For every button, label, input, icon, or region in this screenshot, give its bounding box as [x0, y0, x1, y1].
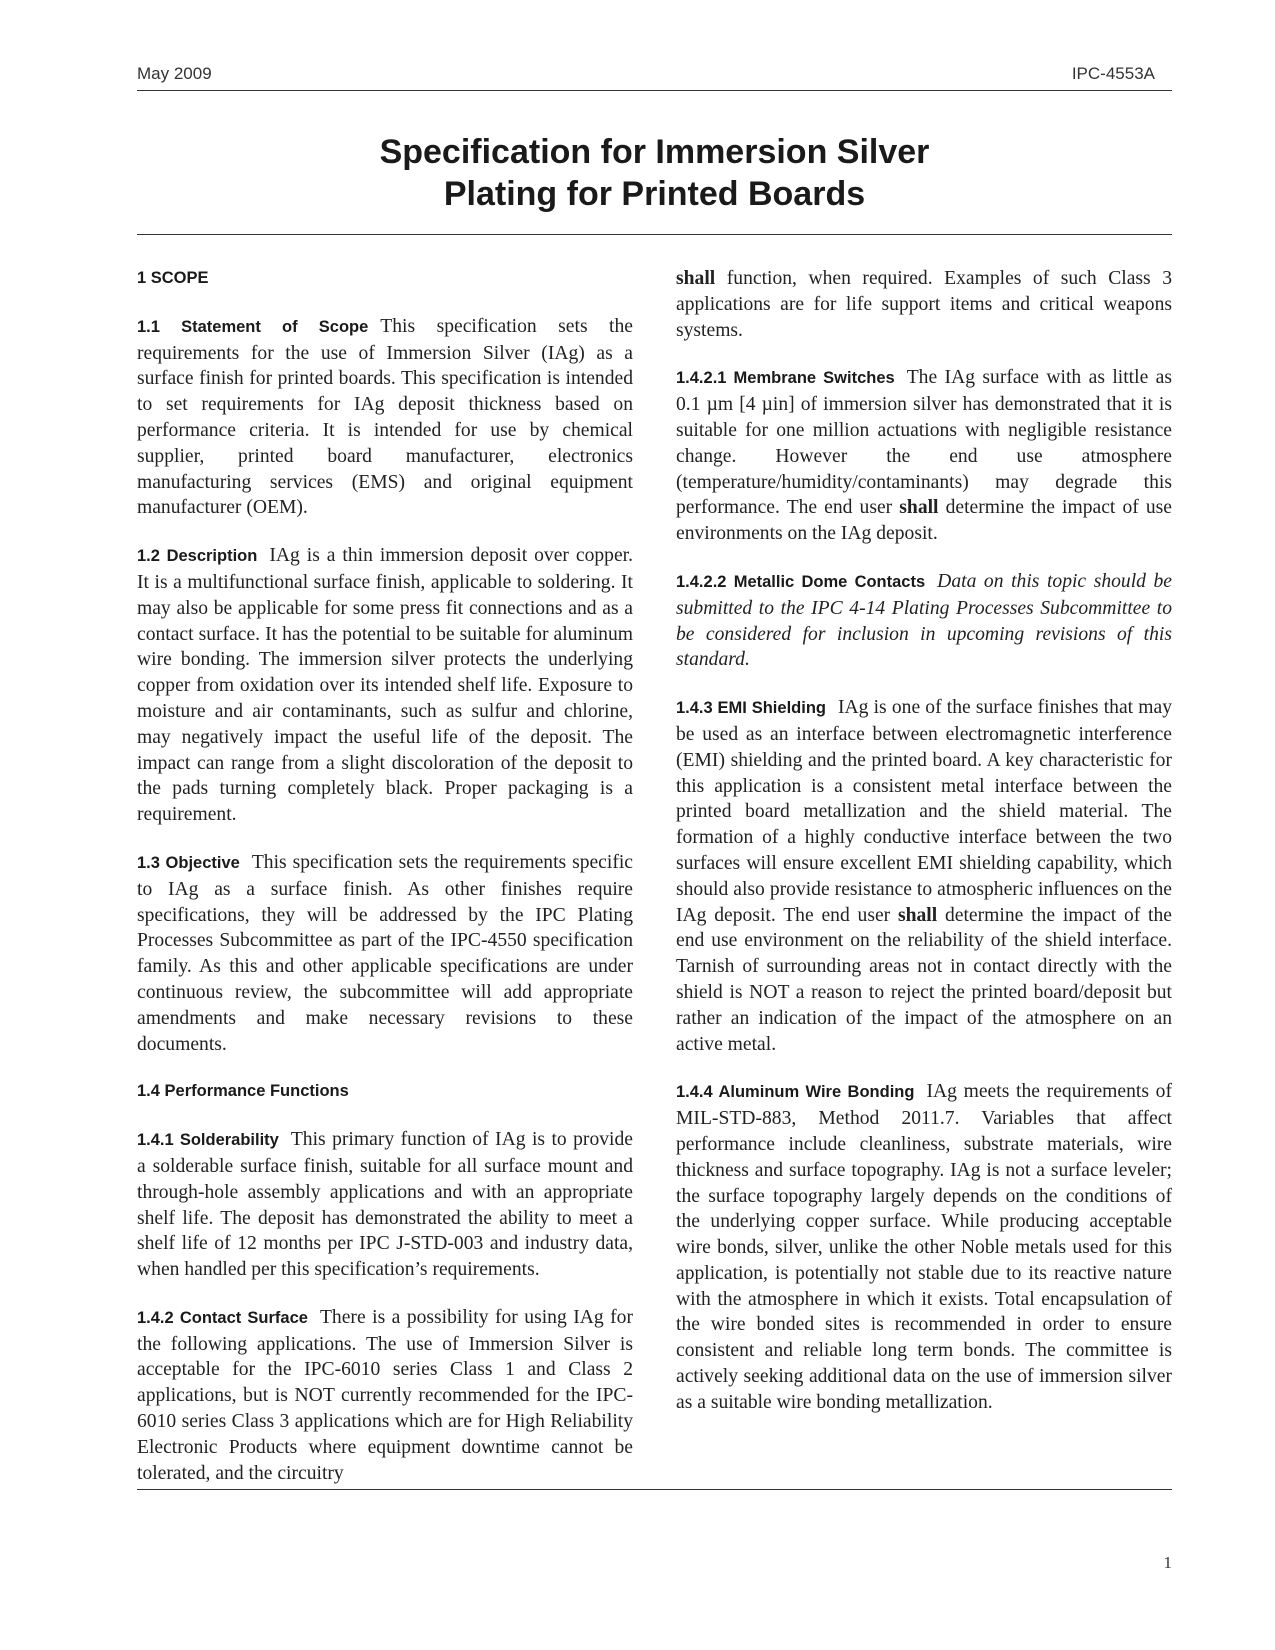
text-1-4-2-a: There is a possibility for using IAg for the following applications. The use of Immersion Silver is acceptable for the IPC-6010 series Class 1 and Class 2 applications, but is NOT currently recommended for the IPC-6010 series Class 3 applications which are for High Reliability Electronic Products where equipment downtime cannot be tolerated, and the circuitry: [137, 1306, 633, 1484]
title-line-1: Specification for Immersion Silver: [379, 133, 930, 171]
section-1-heading: 1 SCOPE: [137, 269, 209, 287]
shall-1-4-3: shall: [897, 904, 938, 926]
header-doc-id: IPC-4553A: [1071, 64, 1155, 83]
shall-1-4-2: shall: [676, 268, 716, 289]
document-title: [137, 131, 1172, 215]
heading-1-4-2: 1.4.2 Contact Surface: [137, 1308, 308, 1327]
footer-rule: [137, 1489, 1172, 1490]
page-number: 1: [1163, 1553, 1172, 1572]
paragraph-1-4-2-2: [676, 569, 1172, 673]
paragraph-1-3: [137, 850, 633, 1057]
section-1-4-heading: 1.4 Performance Functions: [137, 1082, 349, 1101]
heading-1-2: 1.2 Description: [137, 547, 258, 566]
heading-1-4-3: 1.4.3 EMI Shielding: [676, 699, 826, 718]
paragraph-1-4-4: [676, 1079, 1172, 1415]
text-1-4-4: IAg meets the requirements of MIL-STD-883, Method 2011.7. Variables that affect performance include cleanliness, substrate materials, wire thickness and surface topography. IAg is not a surface leveler; the surface topography largely depends on the conditions of the underlying copper surface. While producing acceptable wire bonds, silver, unlike the other Noble metals used for this application, is potentially not stable due to its reactive nature with the atmosphere in which it exists. Total encapsulation of the wire bonded sites is recommended in order to ensure consistent and reliable long term bonds. The committee is actively seeking additional data on the use of immersion silver as a suitable wire bonding metallization.: [676, 1081, 1172, 1413]
text-1-4-2-2: Data on this topic should be submitted to the IPC 4-14 Plating Processes Subcommittee to be considered for inclusion in upcoming revisions of this standard.: [676, 570, 1173, 671]
paragraph-1-4-2: [137, 1305, 633, 1487]
text-1-4-2-1-b: determine the impact of use environments on the IAg deposit.: [676, 497, 1172, 545]
left-column: [137, 266, 633, 1508]
text-1-4-1: This primary function of IAg is to provide a solderable surface finish, suitable for all surface mount and through-hole assembly applications and with an appropriate shelf life. The deposit has demonstrated the ability to meet a shelf life of 12 months per IPC J-STD-003 and industry data, when handled per this specification’s requirements.: [137, 1129, 633, 1281]
heading-1-4-2-2: 1.4.2.2 Metallic Dome Contacts: [676, 572, 926, 591]
title-line-2: Plating for Printed Boards: [443, 175, 866, 213]
heading-1-1: 1.1 Statement of Scope: [137, 317, 369, 336]
heading-1-4-2-1: 1.4.2.1 Membrane Switches: [676, 369, 895, 388]
paragraph-1-4-3: [676, 695, 1172, 1057]
text-1-3: This specification sets the requirements specific to IAg as a surface finish. As other finishes require specifications, they will be addressed by the IPC Plating Processes Subcommittee as part of the IPC-4550 specification family. As this and other applicable specifications are under continuous review, the subcommittee will add appropriate amendments and make necessary revisions to these documents.: [137, 851, 633, 1055]
heading-1-4-1: 1.4.1 Solderability: [137, 1131, 279, 1150]
header-date: May 2009: [137, 64, 212, 83]
header-rule: [137, 90, 1172, 91]
paragraph-1-4-2-1: [676, 365, 1172, 547]
title-rule: [137, 234, 1172, 235]
heading-1-4-4: 1.4.4 Aluminum Wire Bonding: [676, 1083, 915, 1102]
text-1-4-3-b: determine the impact of the end use environment on the reliability of the shield interface. Tarnish of surrounding areas not in contact directly with the shield is NOT a reason to reject the printed board/deposit but rather an indication of the impact of the atmosphere on an active metal.: [676, 904, 1172, 1055]
paragraph-1-1: [137, 314, 633, 521]
shall-1-4-2-1: shall: [899, 497, 939, 519]
text-1-1: This specification sets the requirements for the use of Immersion Silver (IAg) as a surface finish for printed boards. This specification is intended to set requirements for IAg deposit thickness based on performance criteria. It is intended for use by chemical supplier, printed board manufacturer, electronics manufacturing services (EMS) and original equipment manufacturer (OEM).: [137, 315, 633, 519]
heading-1-3: 1.3 Objective: [137, 853, 240, 872]
text-1-4-3-a: IAg is one of the surface finishes that may be used as an interface between electromagnetic interference (EMI) shielding and the printed board. A key characteristic for this application is a consistent metal interface between the printed board metallization and the shield material. The formation of a highly conductive interface between the two surfaces will ensure excellent EMI shielding capability, which should also provide resistance to atmospheric influences on the IAg deposit. The end user: [676, 697, 1172, 926]
text-1-4-2-b: function, when required. Examples of such Class 3 applications are for life support items and critical weapons systems.: [676, 268, 1172, 341]
paragraph-1-4-1: [137, 1127, 633, 1283]
paragraph-1-2: [137, 543, 633, 828]
text-1-4-2-1-a: The IAg surface with as little as 0.1 µm [4 µin] of immersion silver has demonstrated that it is suitable for one million actuations with negligible resistance change. However the end use atmosphere (temperature/humidity/contaminants) may degrade this performance. The end user: [676, 367, 1172, 519]
paragraph-1-4-2-cont: [676, 266, 1172, 343]
text-1-2: IAg is a thin immersion deposit over copper. It is a multifunctional surface finish, applicable to soldering. It may also be applicable for some press fit connections and as a contact surface. It has the potential to be suitable for aluminum wire bonding. The immersion silver protects the underlying copper from oxidation over its intended shelf life. Exposure to moisture and air contaminants, such as sulfur and chlorine, may negatively impact the useful life of the deposit. The impact can range from a slight discoloration of the deposit to the pads turning completely black. Proper packaging is a requirement.: [137, 545, 634, 826]
right-column: [676, 266, 1172, 1438]
